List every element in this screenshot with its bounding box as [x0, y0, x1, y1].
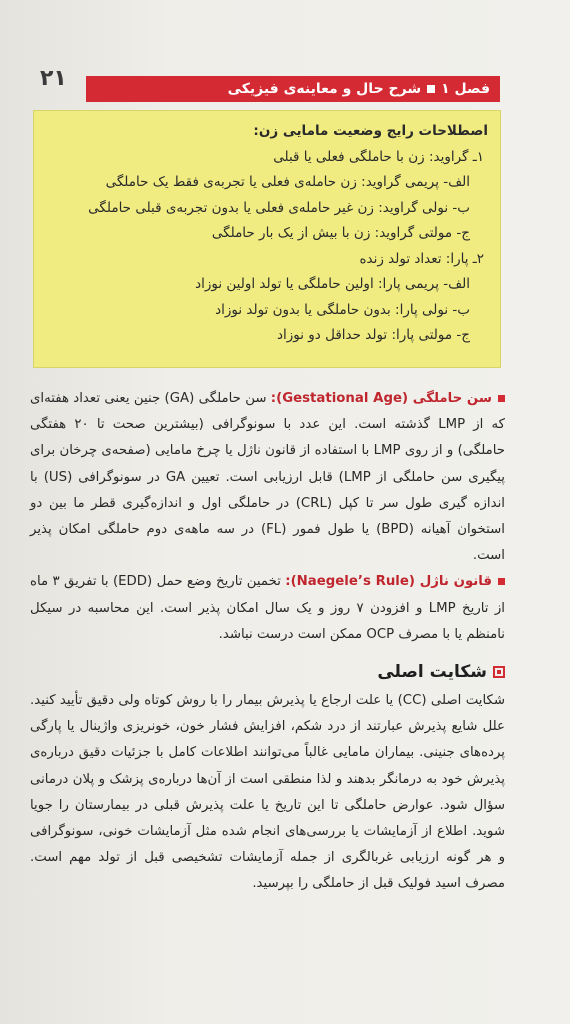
ga-term: سن حاملگی (Gestational Age):: [270, 391, 492, 406]
section-paragraph: شکایت اصلی (CC) یا علت ارجاع یا پذیرش بیمار را با روش کوتاه ولی دقیق تأیید کنید. علل شایع پذیرش عبارتند از درد شکم، افزایش فشار خون، خونریزی واژینال یا پارگی پرده‌های جنینی. بیماران مامایی غالباً می‌توانند اطلاعات کامل با جزئیات دقیق درباره‌ی پذیرش خود به درمانگر بدهند و لذا منطقی است از آن‌ها درباره‌ی پزشک و پلان درمانی سؤال شود. عوارض حاملگی تا این تاریخ یا علت پذیرش قبلی در بیمارستان را جویا شوید. اطلاع از آزمایشات یا بررسی‌های انجام شده مثل آزمایشات خونی، سونوگرافی و هر گونه ارزیابی غربالگری از جمله آزمایشات تشخیصی قبل از تولد مهم است. مصرف اسید فولیک قبل از حاملگی را بپرسید.: [30, 693, 506, 892]
section-title: شکایت اصلی: [377, 662, 487, 683]
bullet-square-icon: [498, 578, 505, 585]
box-line: ب- نولی پارا: بدون حاملگی یا بدون تولد نوزاد: [215, 301, 470, 318]
chapter-title: شرح حال و معاینه‌ی فیزیکی: [227, 81, 422, 97]
box-line: الف- پریمی پارا: اولین حاملگی یا تولد اولین نوزاد: [195, 276, 470, 292]
chapter-header-bar: [86, 76, 500, 102]
naegele-text: تخمین تاریخ وضع حمل (EDD) با تفریق ۳ ماه از تاریخ LMP و افزودن ۷ روز و یک سال امکان پذیر است. این محاسبه در سیکل نامنظم یا با مصرف OCP ممکن است درست نباشد.: [30, 574, 505, 642]
box-line: ۱ـ گراوید: زن با حاملگی فعلی یا قبلی: [273, 148, 484, 165]
body-text: [30, 386, 505, 898]
box-line: ج- مولتی گراوید: زن با بیش از یک بار حاملگی: [211, 225, 470, 241]
terminology-box: [33, 110, 501, 368]
chapter-label: فصل ۱: [441, 81, 490, 97]
naegele-paragraph: [30, 569, 505, 648]
box-line: ب- نولی گراوید: زن غیر حامله‌ی فعلی یا بدون تجربه‌ی قبلی حاملگی: [88, 199, 470, 216]
bullet-square-icon: [498, 395, 505, 402]
ga-paragraph: [30, 386, 505, 569]
header-square-icon: [427, 85, 435, 93]
page-number: ۲۱: [40, 66, 67, 91]
box-line: ۲ـ پارا: تعداد تولد زنده: [359, 250, 484, 267]
section-square-icon: [493, 666, 505, 678]
naegele-term: قانون ناژل (Naegele’s Rule):: [285, 574, 492, 590]
ga-text: سن حاملگی (GA) جنین یعنی تعداد هفته‌ای که از LMP گذشته است. این عدد با سونوگرافی (بیشترین صحت تا ۲۰ هفتگی حاملگی) و از روی LMP با استفاده از قانون ناژل یا چرخ مامایی (صفحه‌ی چرخان برای پیگیری سن حاملگی از LMP) قابل ارزیابی است. تعیین GA در سونوگرافی (US) با اندازه گیری طول سر تا کپل (CRL) در حاملگی اول و اندازه‌گیری قطر ما بین دو استخوان آهیانه (BPD) یا طول فمور (FL) در سه ماهه‌ی دوم حاملگی امکان پذیر است.: [30, 391, 506, 564]
box-line: اصطلاحات رایج وضعیت مامایی زن:: [253, 123, 488, 139]
section-heading: [30, 658, 505, 686]
box-line: ج- مولتی پارا: تولد حداقل دو نوزاد: [276, 327, 470, 343]
box-line: الف- پریمی گراوید: زن حامله‌ی فعلی یا تجربه‌ی فقط یک حاملگی: [105, 174, 470, 190]
